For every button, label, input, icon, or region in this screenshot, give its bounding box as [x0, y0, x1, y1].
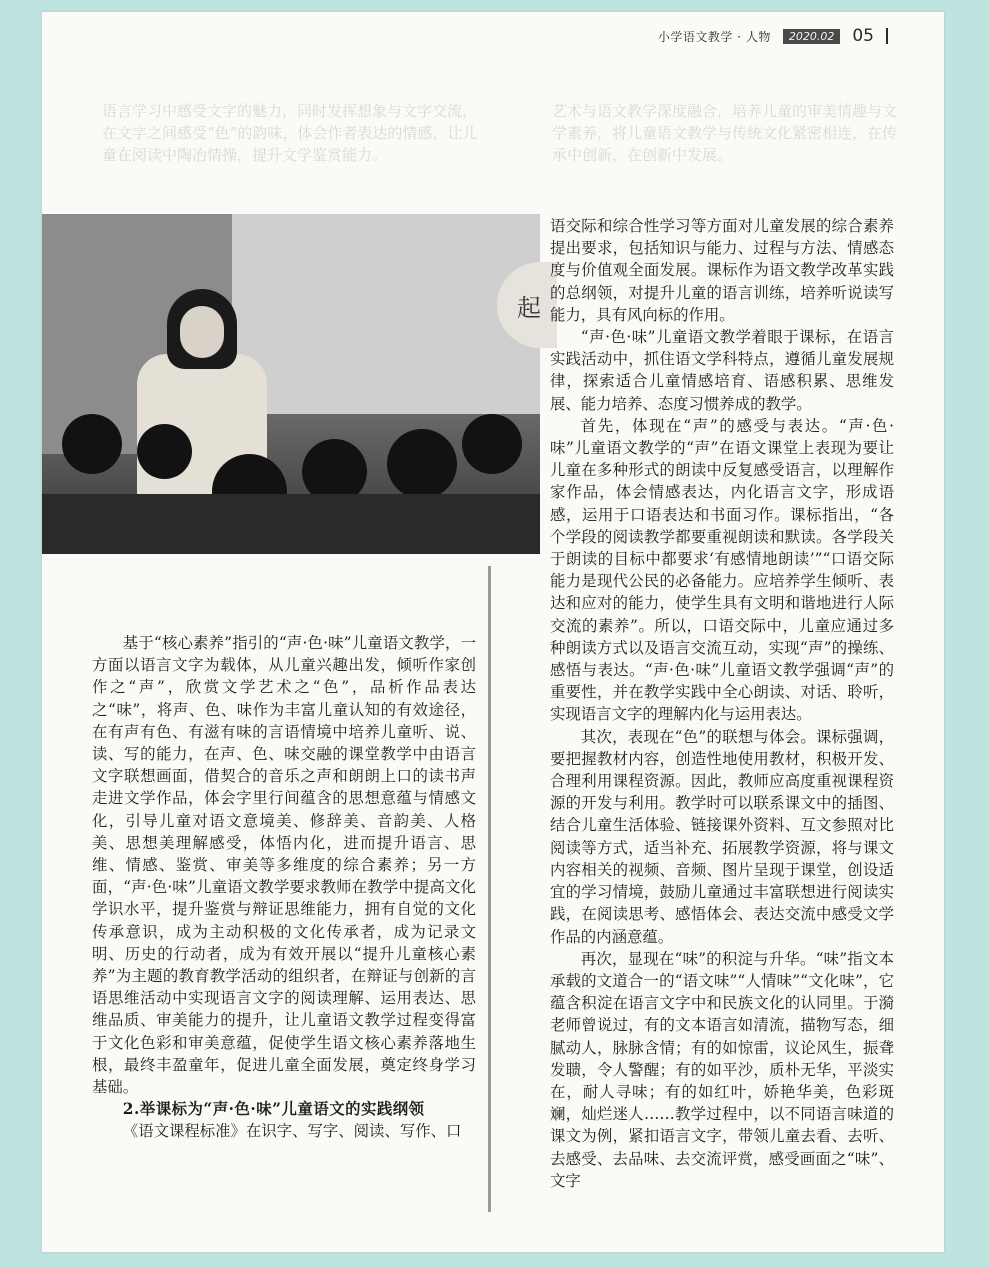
paragraph: 《语文课程标准》在识字、写字、阅读、写作、口 — [122, 1122, 462, 1141]
left-column — [92, 632, 476, 1143]
classroom-photo — [42, 214, 540, 554]
magazine-title: 小学语文教学 · 人物 — [657, 29, 771, 44]
paragraph: 语交际和综合性学习等方面对儿童发展的综合素养提出要求，包括知识与能力、过程与方法、情感态度与价值观全面发展。课标作为语文教学改革实践的总纲领，对提升儿童的语言训练，培养听说读写能力，具有风向标的作用。 — [550, 217, 894, 324]
magazine-page — [42, 12, 944, 1252]
page-number: 05 — [852, 26, 874, 46]
right-column — [550, 215, 894, 1192]
paragraph: 再次，显现在“味”的积淀与升华。“味”指文本承载的文道合一的“语文味”“人情味”“文化味”，它蕴含积淀在语言文字中和民族文化的认同里。于漪老师曾说过，有的文本语言如清流，描物写态，细腻动人，脉脉含情；有的如惊雷，议论风生，振聋发聩，令人警醒；有的如平沙，质朴无华，平淡实在，耐人寻味；有的如红叶，娇艳华美，色彩斑斓，灿烂迷人……教学过程中，以不同语言味道的课文为例，紧扣语言文字，带领儿童去看、去听、去感受、去品味、去交流评赏，感受画面之“味”、文字 — [550, 949, 894, 1190]
paragraph: 基于“核心素养”指引的“声·色·味”儿童语文教学，一方面以语言文字为载体，从儿童兴趣出发，倾听作家创作之“声”，欣赏文学艺术之“色”，品析作品表达之“味”，将声、色、味作为丰富儿童认知的有效途径，在有声有色、有滋有味的言语情境中培养儿童听、说、读、写的能力，在声、色、味交融的课堂教学中由语言文字联想画面，借契合的音乐之声和朗朗上口的读书声走进文学作品，体会字里行间蕴含的思想意蕴与情感文化，引导儿童对语文意境美、修辞美、音韵美、人格美、思想美理解感受，体悟内化，进而提升语言、思维、情感、鉴赏、审美等多维度的综合素养；另一方面，“声·色·味”儿童语文教学要求教师在教学中提高文化学识水平，提升鉴赏与辩证思维能力，拥有自觉的文化传承意识，成为主动积极的文化传承者，成为记录文明、历史的行动者，成为有效开展以“提升儿童核心素养”为主题的教育教学活动的组织者，在辩证与创新的言语思维活动中实现语言文字的阅读理解、运用表达、思维品质、审美能力的提升，让儿童语文教学过程变得富于文化色彩和审美意蕴，促使学生语文核心素养落地生根，最终丰盈童年，促进儿童全面发展，奠定终身学习基础。 — [92, 634, 476, 1097]
issue-date-badge: 2020.02 — [783, 29, 841, 44]
paragraph: “声·色·味”儿童语文教学着眼于课标，在语言实践活动中，抓住语文学科特点，遵循儿童发展规律，探索适合儿童情感培育、语感积累、思维发展、能力培养、态度习惯养成的教学。 — [550, 328, 894, 413]
header-divider — [886, 28, 888, 44]
column-divider — [488, 566, 491, 1212]
section-tab-label: 起 — [517, 294, 541, 322]
section-heading: 2.举课标为“声·色·味”儿童语文的实践纲领 — [122, 1100, 425, 1119]
paragraph: 其次，表现在“色”的联想与体会。课标强调，要把握教材内容，创造性地使用教材，积极开发、合理利用课程资源。因此，教师应高度重视课程资源的开发与利用。教学时可以联系课文中的插图、结合儿童生活体验、链接课外资料、互文参照对比阅读等方式，适当补充、拓展教学资源，将与课文内容相关的视频、音频、图片呈现于课堂，创设适宜的学习情境，鼓励儿童通过丰富联想进行阅读实践，在阅读思考、感悟体会、表达交流中感受文学作品的内涵意蕴。 — [550, 727, 894, 946]
running-header — [658, 26, 888, 46]
bleed-through-text-left: 语言学习中感受文字的魅力，同时发挥想象与文字交流，在文字之间感受“色”的韵味，体会作者表达的情感，让儿童在阅读中陶冶情操，提升文学鉴赏能力。 — [102, 102, 478, 164]
bleed-through-text-right: 艺术与语文教学深度融合，培养儿童的审美情趣与文学素养，将儿童语文教学与传统文化紧密相连，在传承中创新，在创新中发展。 — [552, 102, 898, 164]
paragraph: 首先，体现在“声”的感受与表达。“声·色·味”儿童语文教学的“声”在语文课堂上表现为要让儿童在多种形式的朗读中反复感受语言，以理解作家作品，体会情感表达，内化语言文字，形成语感，运用于口语表达和书面习作。课标指出，“各个学段的阅读教学都要重视朗读和默读。各学段关于朗读的目标中都要求‘有感情地朗读’”“口语交际能力是现代公民的必备能力。应培养学生倾听、表达和应对的能力，使学生具有文明和谐地进行人际交流的素养”。所以，口语交际中，儿童应通过多种朗读方式以及语言交流互动，实现“声”的操练、感悟与表达。“声·色·味”儿童语文教学强调“声”的重要性，并在教学实践中全心朗读、对话、聆听，实现语言文字的理解内化与运用表达。 — [550, 416, 894, 724]
